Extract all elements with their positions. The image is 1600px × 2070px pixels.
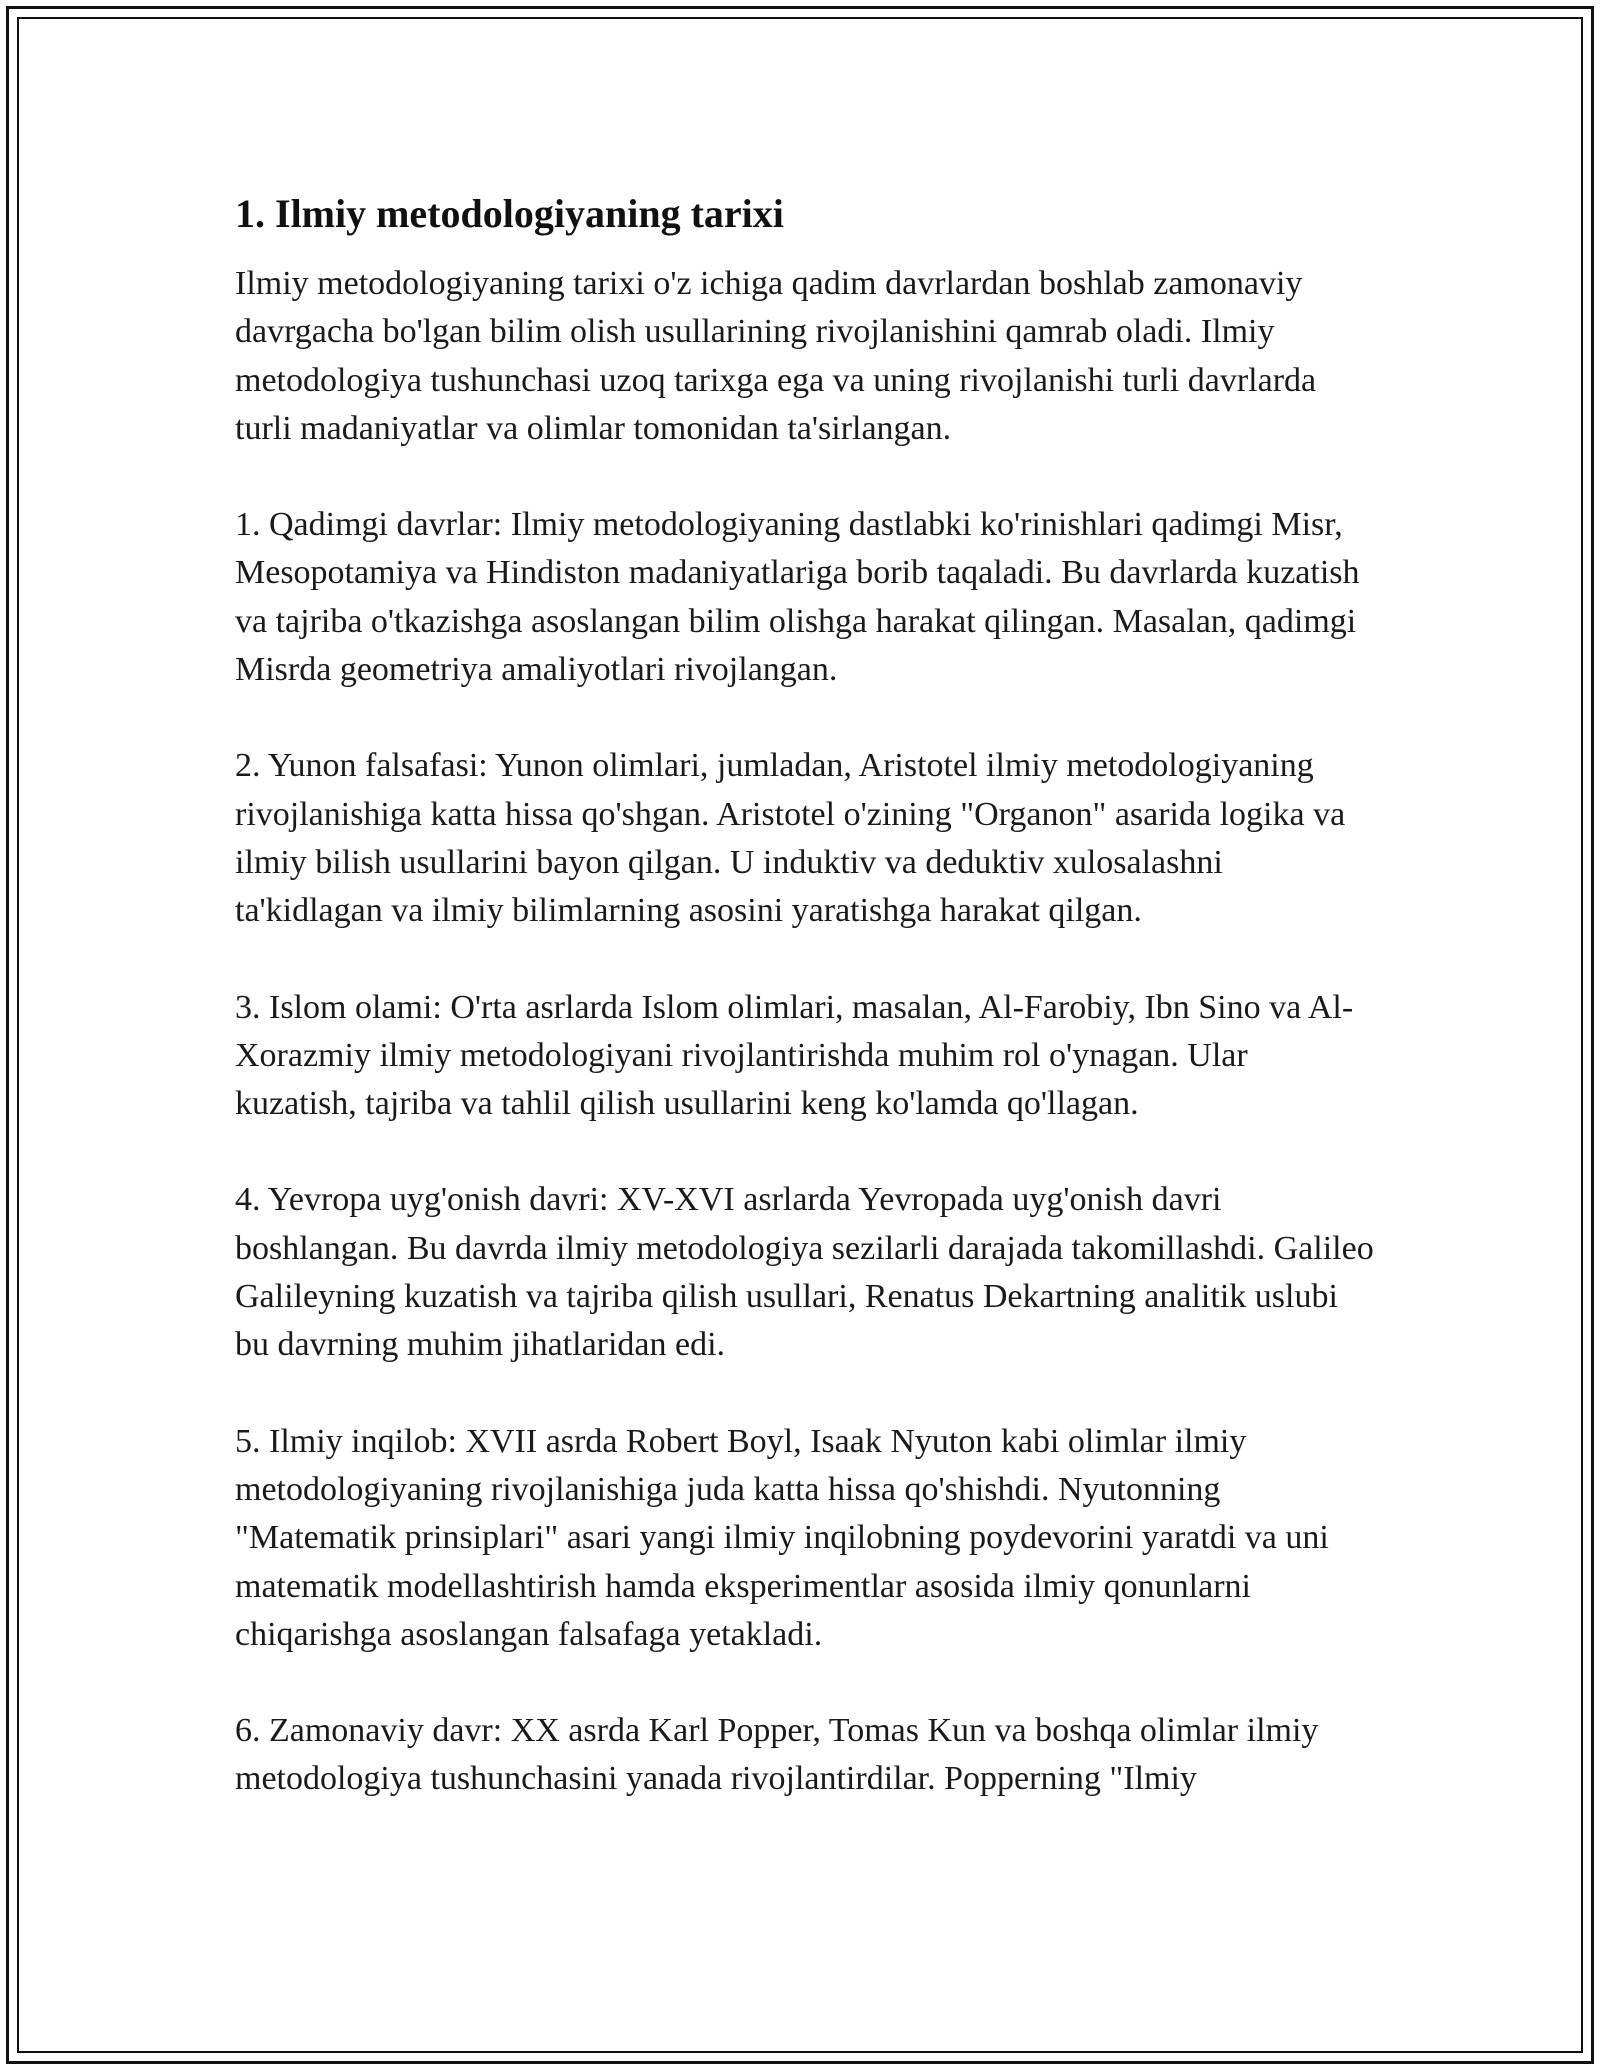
- document-body: [235, 190, 1375, 1852]
- paragraph-islamic-world: 3. Islom olami: O'rta asrlarda Islom olimlari, masalan, Al-Farobiy, Ibn Sino va Al-Xorazmiy ilmiy metodologiyani rivojlantirishda muhim rol o'ynagan. Ular kuzatish, tajriba va tahlil qilish usullarini keng ko'lamda qo'llagan.: [235, 988, 1354, 1123]
- paragraph-scientific-revolution: 5. Ilmiy inqilob: XVII asrda Robert Boyl, Isaak Nyuton kabi olimlar ilmiy metodologiyaning rivojlanishiga juda katta hissa qo'shishdi. Nyutonning "Matematik prinsiplari" asari yangi ilmiy inqilobning poydevorini yaratdi va uni matematik modellashtirish hamda eksperimentlar asosida ilmiy qonunlarni chiqarishga asoslangan falsafaga yetakladi.: [235, 1422, 1329, 1653]
- paragraph-modern-period: 6. Zamonaviy davr: XX asrda Karl Popper, Tomas Kun va boshqa olimlar ilmiy metodologiya tushunchasini yanada rivojlantirdilar. Popperning "Ilmiy: [235, 1712, 1319, 1798]
- intro-paragraph: Ilmiy metodologiyaning tarixi o'z ichiga qadim davrlardan boshlab zamonaviy davrgacha bo'lgan bilim olish usullarining rivojlanishini qamrab oladi. Ilmiy metodologiya tushunchasi uzoq tarixga ega va uning rivojlanishi turli davrlarda turli madaniyatlar va olimlar tomonidan ta'sirlangan.: [235, 265, 1317, 447]
- paragraph-renaissance: 4. Yevropa uyg'onish davri: XV-XVI asrlarda Yevropada uyg'onish davri boshlangan. Bu davrda ilmiy metodologiya sezilarli darajada takomillashdi. Galileo Galileyning kuzatish va tajriba qilish usullari, Renatus Dekartning analitik uslubi bu davrning muhim jihatlaridan edi.: [235, 1181, 1374, 1364]
- paragraph-ancient-period: 1. Qadimgi davrlar: Ilmiy metodologiyaning dastlabki ko'rinishlari qadimgi Misr, Mesopotamiya va Hindiston madaniyatlariga borib taqaladi. Bu davrlarda kuzatish va tajriba o'tkazishga asoslangan bilim olishga harakat qilingan. Masalan, qadimgi Misrda geometriya amaliyotlari rivojlangan.: [235, 506, 1360, 689]
- section-title: 1. Ilmiy metodologiyaning tarixi: [235, 191, 784, 236]
- paragraph-greek-philosophy: 2. Yunon falsafasi: Yunon olimlari, jumladan, Aristotel ilmiy metodologiyaning rivojlanishiga katta hissa qo'shgan. Aristotel o'zining "Organon" asarida logika va ilmiy bilish usullarini bayon qilgan. U induktiv va deduktiv xulosalashni ta'kidlagan va ilmiy bilimlarning asosini yaratishga harakat qilgan.: [235, 747, 1346, 930]
